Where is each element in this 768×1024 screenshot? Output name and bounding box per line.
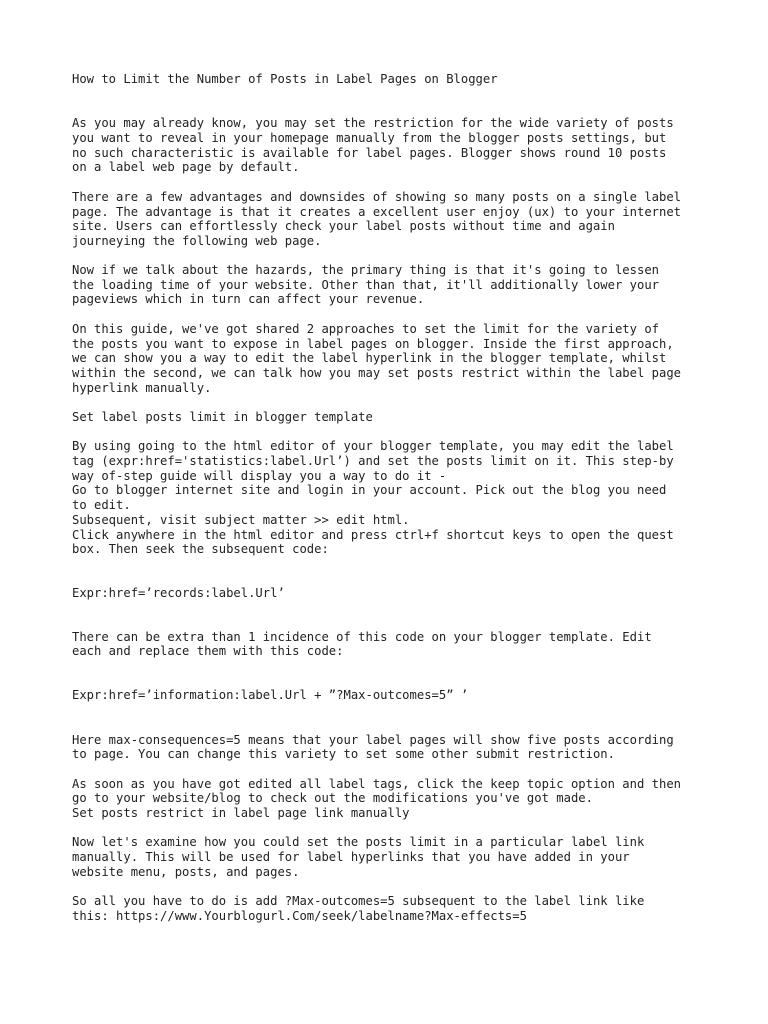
text-line: pageviews which in turn can affect your revenue. <box>72 292 425 306</box>
text-line: within the second, we can talk how you may set posts restrict within the label page <box>72 366 682 380</box>
text-line: As soon as you have got edited all label tags, click the keep topic option and then <box>72 777 682 791</box>
text-line: On this guide, we've got shared 2 approaches to set the limit for the variety of <box>72 322 659 336</box>
document-title: How to Limit the Number of Posts in Label Pages on Blogger <box>72 72 498 86</box>
text-line: you want to reveal in your homepage manually from the blogger posts settings, but <box>72 131 667 145</box>
text-line: By using going to the html editor of your blogger template, you may edit the label <box>72 439 674 453</box>
text-line: There can be extra than 1 incidence of this code on your blogger template. Edit <box>72 630 652 644</box>
text-line: As you may already know, you may set the restriction for the wide variety of posts <box>72 116 674 130</box>
text-line: Now if we talk about the hazards, the primary thing is that it's going to lessen <box>72 263 659 277</box>
text-line: site. Users can effortlessly check your label posts without time and again <box>72 219 615 233</box>
text-line: no such characteristic is available for label pages. Blogger shows round 10 posts <box>72 146 667 160</box>
text-line: the posts you want to expose in label pages on blogger. Inside the first approach, <box>72 337 674 351</box>
text-line: each and replace them with this code: <box>72 644 344 658</box>
section-heading: Set posts restrict in label page link manually <box>72 806 410 820</box>
text-line: So all you have to do is add ?Max-outcomes=5 subsequent to the label link like <box>72 894 645 908</box>
code-line: Expr:href=’records:label.Url’ <box>72 586 285 600</box>
text-line: the loading time of your website. Other than that, it'll additionally lower your <box>72 278 659 292</box>
text-line: on a label web page by default. <box>72 160 300 174</box>
text-line: we can show you a way to edit the label hyperlink in the blogger template, whilst <box>72 351 667 365</box>
text-line: box. Then seek the subsequent code: <box>72 542 329 556</box>
code-line: Expr:href=’information:label.Url + ”?Max-outcomes=5” ’ <box>72 688 469 702</box>
text-line: page. The advantage is that it creates a excellent user enjoy (ux) to your internet <box>72 205 682 219</box>
text-line: way of-step guide will display you a way to do it - <box>72 469 447 483</box>
text-line: tag (expr:href='statistics:label.Url’) and set the posts limit on it. This step-by <box>72 454 674 468</box>
text-line: Now let's examine how you could set the posts limit in a particular label link <box>72 835 645 849</box>
text-line: to page. You can change this variety to set some other submit restriction. <box>72 747 615 761</box>
text-line: Subsequent, visit subject matter >> edit html. <box>72 513 410 527</box>
text-line: manually. This will be used for label hyperlinks that you have added in your <box>72 850 630 864</box>
text-line: Click anywhere in the html editor and press ctrl+f shortcut keys to open the quest <box>72 528 674 542</box>
text-line: website menu, posts, and pages. <box>72 865 300 879</box>
text-line: journeying the following web page. <box>72 234 322 248</box>
text-line: this: https://www.Yourblogurl.Com/seek/labelname?Max-effects=5 <box>72 909 527 923</box>
text-line: to edit. <box>72 498 131 512</box>
text-line: hyperlink manually. <box>72 381 212 395</box>
text-line: Here max-consequences=5 means that your label pages will show five posts according <box>72 733 674 747</box>
text-line: There are a few advantages and downsides of showing so many posts on a single label <box>72 190 682 204</box>
text-line: Go to blogger internet site and login in your account. Pick out the blog you need <box>72 483 667 497</box>
section-heading: Set label posts limit in blogger template <box>72 410 373 424</box>
text-line: go to your website/blog to check out the modifications you've got made. <box>72 791 593 805</box>
